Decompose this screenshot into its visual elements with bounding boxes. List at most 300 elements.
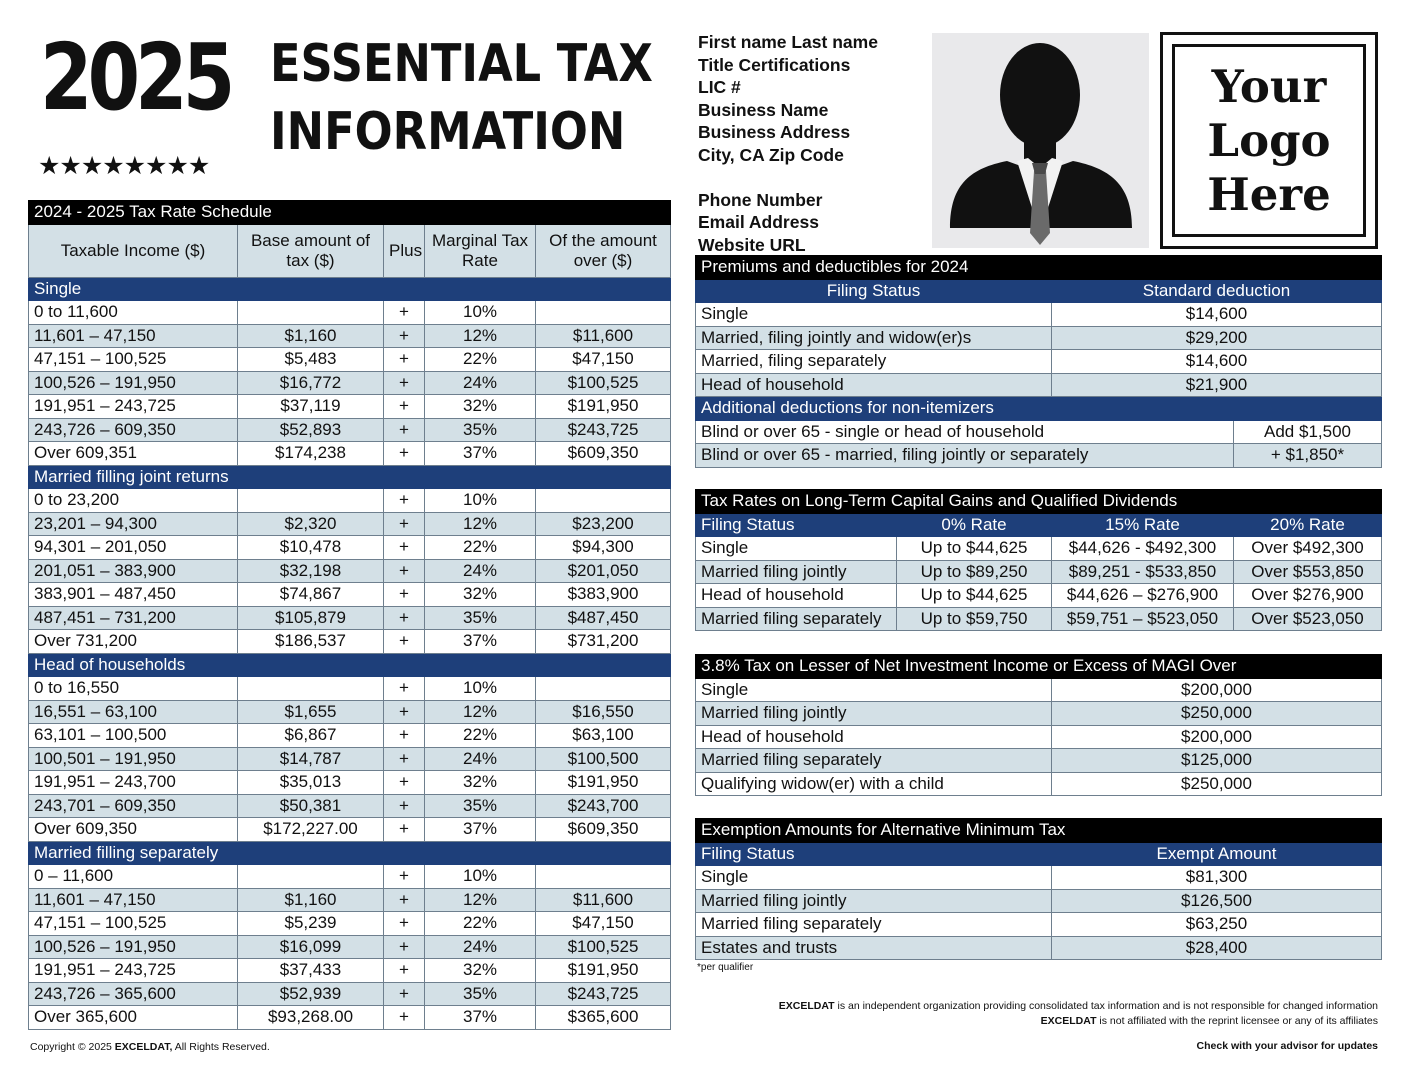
table-cell: +: [384, 747, 425, 771]
table-cell: $243,700: [536, 794, 671, 818]
table-cell: $186,537: [238, 630, 384, 654]
table-cell: $37,119: [238, 395, 384, 419]
table-row: [29, 606, 671, 630]
table-row: [696, 420, 1382, 444]
table-cell: $6,867: [238, 724, 384, 748]
table-cell: +: [384, 395, 425, 419]
table-cell: 0 – 11,600: [29, 865, 238, 889]
table-cell: $609,350: [536, 442, 671, 466]
table-cell: +: [384, 724, 425, 748]
schedule-section-row: [29, 277, 671, 301]
table-cell: Married, filing jointly and widow(er)s: [696, 326, 1052, 350]
table-cell: $191,950: [536, 959, 671, 983]
table-row: [696, 373, 1382, 397]
table-cell: 24%: [425, 935, 536, 959]
table-row: [696, 607, 1382, 631]
schedule-column-header: Marginal Tax Rate: [425, 224, 536, 277]
table-cell: $10,478: [238, 536, 384, 560]
table-cell: Estates and trusts: [696, 936, 1052, 960]
table-row: [29, 747, 671, 771]
table-row: [29, 418, 671, 442]
table-cell: $200,000: [1052, 725, 1382, 749]
schedule-section-title: Single: [29, 277, 671, 301]
table-cell: Single: [696, 303, 1052, 327]
table-cell: Up to $44,625: [897, 537, 1052, 561]
amt-title: Exemption Amounts for Alternative Minimum Tax: [696, 819, 1382, 843]
disclaimer-brand-2: EXCELDAT: [1040, 1014, 1097, 1027]
table-row: [29, 559, 671, 583]
table-cell: $16,550: [536, 700, 671, 724]
premiums-title-row: [696, 256, 1382, 280]
table-cell: Single: [696, 537, 897, 561]
table-row: [29, 912, 671, 936]
contact-block: [698, 31, 878, 256]
table-cell: [536, 489, 671, 513]
table-cell: 10%: [425, 677, 536, 701]
table-cell: 191,951 – 243,725: [29, 395, 238, 419]
table-cell: [536, 677, 671, 701]
schedule-section-row: [29, 841, 671, 865]
table-cell: 191,951 – 243,700: [29, 771, 238, 795]
disclaimer-line-1: [779, 999, 1378, 1014]
table-cell: $44,626 - $492,300: [1052, 537, 1234, 561]
table-cell: 32%: [425, 959, 536, 983]
table-cell: Over 731,200: [29, 630, 238, 654]
table-cell: +: [384, 536, 425, 560]
table-cell: $16,099: [238, 935, 384, 959]
table-cell: 23,201 – 94,300: [29, 512, 238, 536]
table-row: [696, 584, 1382, 608]
table-cell: 37%: [425, 818, 536, 842]
table-row: [696, 444, 1382, 468]
table-cell: 100,526 – 191,950: [29, 371, 238, 395]
copyright-brand: EXCELDAT,: [114, 1041, 173, 1053]
table-cell: $1,160: [238, 324, 384, 348]
contact-phone: Phone Number: [698, 189, 823, 210]
capgains-title-row: [696, 490, 1382, 514]
table-cell: 11,601 – 47,150: [29, 324, 238, 348]
schedule-section-title: Married filling joint returns: [29, 465, 671, 489]
table-row: [29, 371, 671, 395]
table-cell: +: [384, 771, 425, 795]
year-heading: 2025: [40, 24, 231, 131]
niit-table: [695, 654, 1382, 796]
table-cell: 12%: [425, 888, 536, 912]
schedule-column-header: Base amount of tax ($): [238, 224, 384, 277]
table-row: [29, 1006, 671, 1030]
disclaimer-line-2: [779, 1014, 1378, 1029]
table-cell: $100,500: [536, 747, 671, 771]
table-row: [29, 489, 671, 513]
premiums-column-header-row: [696, 279, 1382, 303]
table-row: [29, 959, 671, 983]
table-cell: 22%: [425, 724, 536, 748]
table-cell: [238, 489, 384, 513]
table-cell: +: [384, 301, 425, 325]
table-cell: $94,300: [536, 536, 671, 560]
table-row: [29, 935, 671, 959]
capgains-column-header: 0% Rate: [897, 513, 1052, 537]
table-cell: +: [384, 935, 425, 959]
premiums-column-header: Standard deduction: [1052, 279, 1382, 303]
additional-deductions-title-row: [696, 397, 1382, 421]
table-cell: $28,400: [1052, 936, 1382, 960]
table-row: [696, 725, 1382, 749]
table-cell: $89,251 - $533,850: [1052, 560, 1234, 584]
table-cell: $5,239: [238, 912, 384, 936]
table-cell: $11,600: [536, 324, 671, 348]
table-cell: 32%: [425, 583, 536, 607]
contact-email: Email Address: [698, 212, 819, 233]
table-cell: Over $553,850: [1234, 560, 1382, 584]
table-cell: 12%: [425, 700, 536, 724]
table-cell: $52,893: [238, 418, 384, 442]
table-cell: 24%: [425, 747, 536, 771]
table-row: [29, 982, 671, 1006]
table-cell: +: [384, 982, 425, 1006]
person-silhouette-icon: [932, 33, 1149, 248]
contact-name: First name Last name: [698, 32, 878, 52]
contact-lic: LIC #: [698, 77, 741, 98]
table-cell: $365,600: [536, 1006, 671, 1030]
table-cell: [238, 301, 384, 325]
copyright-suffix: All Rights Reserved.: [172, 1041, 270, 1053]
footnote: *per qualifier: [697, 962, 754, 973]
table-cell: $35,013: [238, 771, 384, 795]
table-row: [696, 889, 1382, 913]
table-row: [696, 537, 1382, 561]
table-cell: +: [384, 677, 425, 701]
table-cell: $200,000: [1052, 678, 1382, 702]
table-cell: Single: [696, 866, 1052, 890]
table-cell: Up to $89,250: [897, 560, 1052, 584]
table-cell: 94,301 – 201,050: [29, 536, 238, 560]
table-cell: $250,000: [1052, 702, 1382, 726]
table-row: [29, 794, 671, 818]
table-cell: 47,151 – 100,525: [29, 348, 238, 372]
capgains-column-header: Filing Status: [696, 513, 897, 537]
premiums-column-header: Filing Status: [696, 279, 1052, 303]
disclaimer-text-1: is an independent organization providing consolidated tax information and is not responsible for changed information: [834, 1000, 1378, 1012]
table-cell: $1,655: [238, 700, 384, 724]
table-cell: Head of household: [696, 725, 1052, 749]
table-cell: 32%: [425, 771, 536, 795]
table-cell: +: [384, 912, 425, 936]
table-cell: Married filing separately: [696, 749, 1052, 773]
contact-city: City, CA Zip Code: [698, 144, 844, 165]
table-cell: 24%: [425, 371, 536, 395]
table-cell: $1,160: [238, 888, 384, 912]
table-cell: +: [384, 818, 425, 842]
table-cell: $59,751 – $523,050: [1052, 607, 1234, 631]
schedule-section-title: Head of households: [29, 653, 671, 677]
profile-photo-placeholder: [932, 33, 1149, 248]
table-cell: Up to $44,625: [897, 584, 1052, 608]
table-cell: $243,725: [536, 418, 671, 442]
table-cell: 22%: [425, 536, 536, 560]
table-cell: $201,050: [536, 559, 671, 583]
table-cell: $2,320: [238, 512, 384, 536]
amt-exemption-table: [695, 818, 1382, 960]
table-cell: $609,350: [536, 818, 671, 842]
table-cell: 12%: [425, 512, 536, 536]
table-cell: +: [384, 630, 425, 654]
table-cell: +: [384, 442, 425, 466]
table-cell: $16,772: [238, 371, 384, 395]
table-cell: 63,101 – 100,500: [29, 724, 238, 748]
table-cell: 35%: [425, 794, 536, 818]
table-cell: $14,600: [1052, 303, 1382, 327]
table-cell: $172,227.00: [238, 818, 384, 842]
premiums-title: Premiums and deductibles for 2024: [696, 256, 1382, 280]
table-cell: 47,151 – 100,525: [29, 912, 238, 936]
table-cell: 487,451 – 731,200: [29, 606, 238, 630]
table-cell: Head of household: [696, 584, 897, 608]
table-cell: 22%: [425, 912, 536, 936]
table-cell: Married filing jointly: [696, 889, 1052, 913]
table-cell: 37%: [425, 442, 536, 466]
table-cell: 32%: [425, 395, 536, 419]
schedule-column-header-row: [29, 224, 671, 277]
table-cell: $52,939: [238, 982, 384, 1006]
capgains-column-header-row: [696, 513, 1382, 537]
table-cell: +: [384, 348, 425, 372]
table-cell: Over 609,351: [29, 442, 238, 466]
table-cell: $50,381: [238, 794, 384, 818]
schedule-column-header: Taxable Income ($): [29, 224, 238, 277]
table-row: [696, 560, 1382, 584]
table-cell: $44,626 – $276,900: [1052, 584, 1234, 608]
advisor-note: Check with your advisor for updates: [1196, 1040, 1378, 1052]
table-cell: $191,950: [536, 395, 671, 419]
table-row: [696, 350, 1382, 374]
table-row: [696, 326, 1382, 350]
table-cell: Over $276,900: [1234, 584, 1382, 608]
table-cell: + $1,850*: [1234, 444, 1382, 468]
table-row: [29, 771, 671, 795]
table-cell: 35%: [425, 418, 536, 442]
table-cell: $63,250: [1052, 913, 1382, 937]
copyright-prefix: Copyright © 2025: [30, 1041, 115, 1053]
table-cell: Add $1,500: [1234, 420, 1382, 444]
table-row: [29, 442, 671, 466]
table-row: [29, 818, 671, 842]
table-cell: $191,950: [536, 771, 671, 795]
table-cell: 11,601 – 47,150: [29, 888, 238, 912]
table-cell: $63,100: [536, 724, 671, 748]
copyright: [30, 1041, 270, 1053]
table-cell: Qualifying widow(er) with a child: [696, 772, 1052, 796]
table-cell: 16,551 – 63,100: [29, 700, 238, 724]
table-cell: 0 to 16,550: [29, 677, 238, 701]
table-cell: Head of household: [696, 373, 1052, 397]
table-row: [29, 630, 671, 654]
table-cell: +: [384, 959, 425, 983]
table-cell: $100,525: [536, 371, 671, 395]
table-cell: +: [384, 324, 425, 348]
disclaimer-brand: EXCELDAT: [778, 1000, 835, 1012]
table-cell: +: [384, 865, 425, 889]
table-cell: 100,501 – 191,950: [29, 747, 238, 771]
table-cell: +: [384, 512, 425, 536]
contact-business-address: Business Address: [698, 122, 851, 143]
table-cell: 243,726 – 609,350: [29, 418, 238, 442]
table-row: [29, 536, 671, 560]
table-cell: Married, filing separately: [696, 350, 1052, 374]
table-cell: $174,238: [238, 442, 384, 466]
table-cell: Married filing jointly: [696, 560, 897, 584]
disclaimer: [779, 999, 1378, 1028]
table-cell: +: [384, 606, 425, 630]
niit-title-row: [696, 655, 1382, 679]
capital-gains-table: [695, 489, 1382, 631]
table-cell: Married filing jointly: [696, 702, 1052, 726]
table-row: [29, 888, 671, 912]
table-cell: $37,433: [238, 959, 384, 983]
table-cell: $23,200: [536, 512, 671, 536]
schedule-column-header: Of the amount over ($): [536, 224, 671, 277]
table-cell: +: [384, 489, 425, 513]
table-cell: $383,900: [536, 583, 671, 607]
table-cell: 100,526 – 191,950: [29, 935, 238, 959]
table-cell: $14,787: [238, 747, 384, 771]
table-cell: Blind or over 65 - married, filing jointly or separately: [696, 444, 1234, 468]
table-cell: [536, 301, 671, 325]
table-cell: 201,051 – 383,900: [29, 559, 238, 583]
table-cell: $250,000: [1052, 772, 1382, 796]
table-row: [29, 512, 671, 536]
table-row: [696, 772, 1382, 796]
table-cell: 243,726 – 365,600: [29, 982, 238, 1006]
disclaimer-text-2: is not affiliated with the reprint licensee or any of its affiliates: [1096, 1014, 1378, 1027]
table-cell: $100,525: [536, 935, 671, 959]
table-cell: $105,879: [238, 606, 384, 630]
table-cell: +: [384, 559, 425, 583]
table-cell: 24%: [425, 559, 536, 583]
contact-business-name: Business Name: [698, 99, 829, 120]
table-cell: $487,450: [536, 606, 671, 630]
table-cell: $14,600: [1052, 350, 1382, 374]
table-cell: $32,198: [238, 559, 384, 583]
table-row: [696, 936, 1382, 960]
table-cell: +: [384, 888, 425, 912]
table-row: [29, 724, 671, 748]
table-cell: 12%: [425, 324, 536, 348]
table-cell: $11,600: [536, 888, 671, 912]
table-cell: $21,900: [1052, 373, 1382, 397]
table-cell: Over $523,050: [1234, 607, 1382, 631]
logo-text: Your Logo Here: [1172, 44, 1366, 237]
table-row: [696, 303, 1382, 327]
table-cell: Blind or over 65 - single or head of household: [696, 420, 1234, 444]
table-row: [29, 301, 671, 325]
table-row: [29, 395, 671, 419]
table-cell: $243,725: [536, 982, 671, 1006]
table-cell: +: [384, 418, 425, 442]
table-cell: 35%: [425, 982, 536, 1006]
table-cell: 383,901 – 487,450: [29, 583, 238, 607]
stars-row: ★★★★★★★★: [38, 151, 210, 180]
table-row: [696, 913, 1382, 937]
table-cell: 10%: [425, 489, 536, 513]
table-cell: 0 to 11,600: [29, 301, 238, 325]
title-line-2: INFORMATION: [270, 102, 626, 162]
table-row: [29, 865, 671, 889]
amt-column-header-row: [696, 842, 1382, 866]
table-cell: 10%: [425, 301, 536, 325]
tax-rate-schedule-table: [28, 200, 671, 1030]
table-cell: Over 609,350: [29, 818, 238, 842]
table-cell: $5,483: [238, 348, 384, 372]
premiums-deductibles-table: [695, 255, 1382, 468]
table-row: [696, 749, 1382, 773]
schedule-title: 2024 - 2025 Tax Rate Schedule: [29, 201, 671, 225]
table-cell: +: [384, 794, 425, 818]
logo-placeholder: [1160, 32, 1378, 249]
schedule-section-row: [29, 465, 671, 489]
capgains-title: Tax Rates on Long-Term Capital Gains and Qualified Dividends: [696, 490, 1382, 514]
table-cell: Over 365,600: [29, 1006, 238, 1030]
table-cell: +: [384, 371, 425, 395]
contact-website: Website URL: [698, 234, 806, 255]
table-cell: 37%: [425, 1006, 536, 1030]
table-row: [29, 348, 671, 372]
table-row: [29, 324, 671, 348]
table-cell: +: [384, 700, 425, 724]
table-cell: 35%: [425, 606, 536, 630]
table-row: [696, 866, 1382, 890]
table-cell: Up to $59,750: [897, 607, 1052, 631]
contact-title: Title Certifications: [698, 54, 851, 75]
table-cell: [238, 865, 384, 889]
table-cell: $29,200: [1052, 326, 1382, 350]
table-cell: $81,300: [1052, 866, 1382, 890]
table-cell: 10%: [425, 865, 536, 889]
table-cell: $93,268.00: [238, 1006, 384, 1030]
table-cell: $125,000: [1052, 749, 1382, 773]
table-cell: +: [384, 583, 425, 607]
table-cell: [238, 677, 384, 701]
table-cell: 0 to 23,200: [29, 489, 238, 513]
table-cell: $126,500: [1052, 889, 1382, 913]
additional-deductions-title: Additional deductions for non-itemizers: [696, 397, 1382, 421]
table-row: [29, 677, 671, 701]
table-row: [696, 678, 1382, 702]
table-row: [696, 702, 1382, 726]
table-cell: Over $492,300: [1234, 537, 1382, 561]
page-title: [270, 30, 653, 166]
capgains-column-header: 20% Rate: [1234, 513, 1382, 537]
table-cell: +: [384, 1006, 425, 1030]
table-cell: 191,951 – 243,725: [29, 959, 238, 983]
table-cell: 22%: [425, 348, 536, 372]
table-cell: $47,150: [536, 912, 671, 936]
amt-title-row: [696, 819, 1382, 843]
table-cell: $47,150: [536, 348, 671, 372]
table-cell: $74,867: [238, 583, 384, 607]
schedule-section-title: Married filling separately: [29, 841, 671, 865]
capgains-column-header: 15% Rate: [1052, 513, 1234, 537]
table-cell: [536, 865, 671, 889]
table-cell: Married filing separately: [696, 607, 897, 631]
table-cell: $731,200: [536, 630, 671, 654]
schedule-column-header: Plus: [384, 224, 425, 277]
title-line-1: ESSENTIAL TAX: [270, 34, 653, 94]
amt-column-header: Filing Status: [696, 842, 1052, 866]
table-cell: 243,701 – 609,350: [29, 794, 238, 818]
table-cell: Married filing separately: [696, 913, 1052, 937]
table-row: [29, 583, 671, 607]
